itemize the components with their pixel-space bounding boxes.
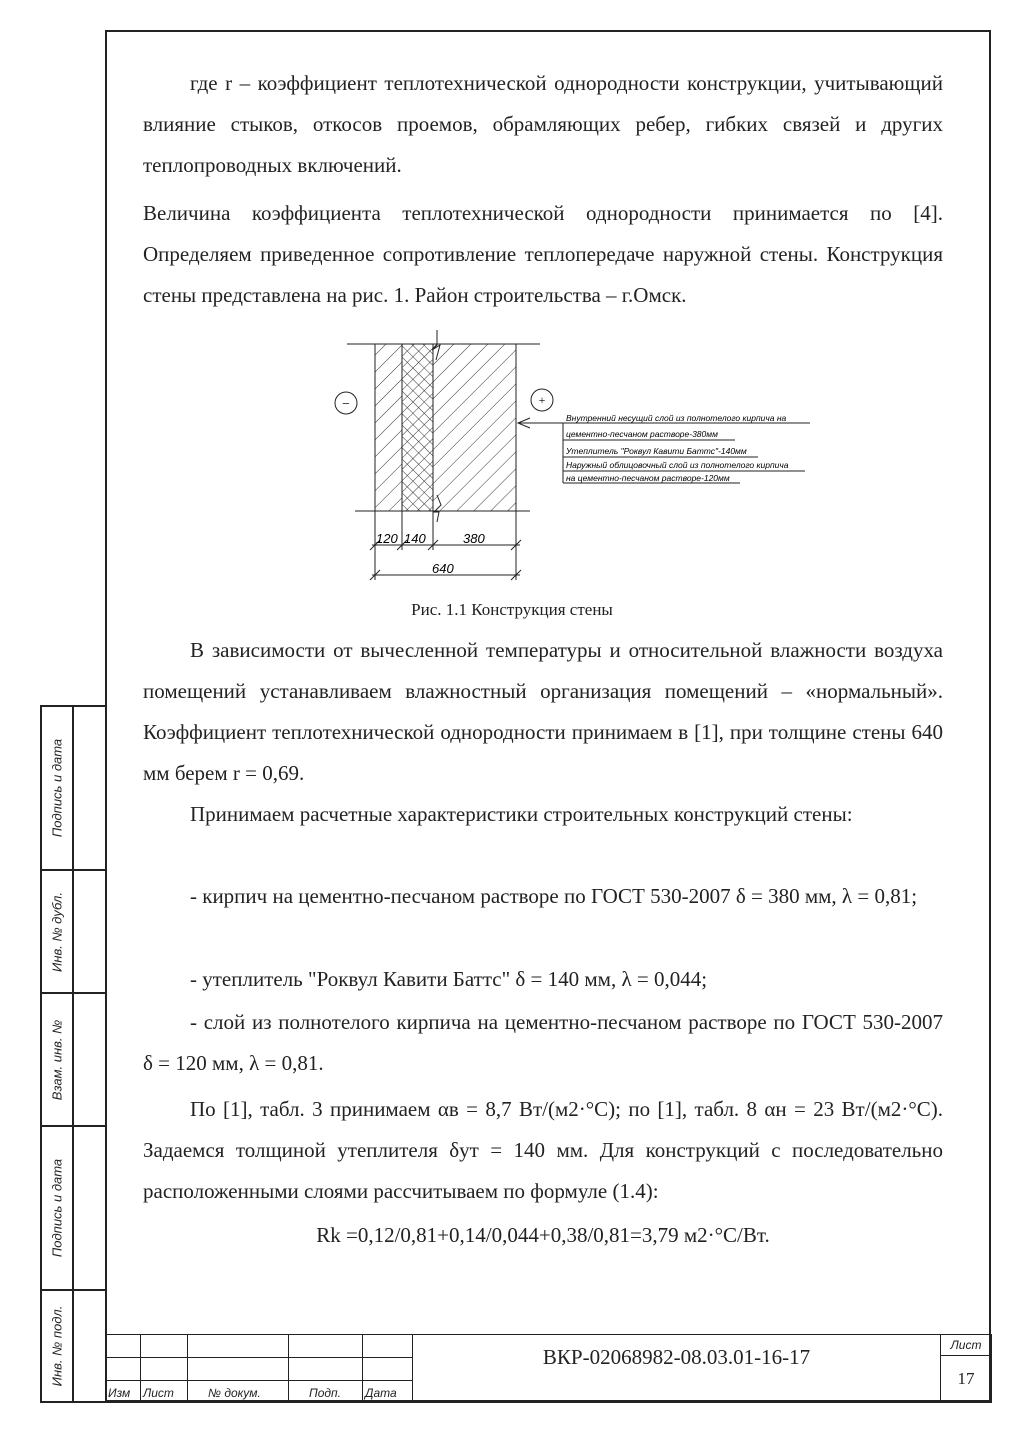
dim-120: 120 (376, 531, 398, 546)
header-doc-no: № докум. (187, 1380, 289, 1403)
side-stamp-label: Подпись и дата (49, 1158, 65, 1258)
sheet-label: Лист (940, 1334, 992, 1356)
dim-380: 380 (463, 531, 485, 546)
side-stamp-label: Подпись и дата (49, 738, 65, 838)
dim-140: 140 (404, 531, 426, 546)
paragraph-r-definition: где r – коэффициент теплотехнической однородности конструкции, учитывающий влияние стыков, откосов проемов, обрамляющих ребер, гибких связей и других теплопроводных включений. (143, 71, 943, 177)
sheet-number: 17 (940, 1355, 992, 1403)
legend-line: на цементно-песчаном растворе-120мм (566, 473, 730, 483)
side-stamp-signature-date (40, 705, 105, 871)
paragraph-characteristics: Принимаем расчетные характеристики строительных конструкций стены: (190, 802, 853, 826)
header-date: Дата (362, 1380, 413, 1403)
header-sheet: Лист (140, 1380, 188, 1403)
legend-line: цементно-песчаном растворе-380мм (566, 429, 718, 439)
document-code: ВКР-02068982-08.03.01-16-17 (412, 1334, 941, 1403)
side-stamp-label: Инв. № подл. (49, 1305, 65, 1387)
paragraph-intro: Величина коэффициента теплотехнической однородности принимается по [4]. Определяем приведенное сопротивление теплопередаче наружной стены. Конструкция стены представлена на рис. 1. Район строительства – г.Омск. (143, 201, 943, 307)
minus-sign: − (342, 397, 350, 412)
header-signature: Подп. (288, 1380, 363, 1403)
plus-sign: + (538, 393, 546, 407)
paragraph-humidity: В зависимости от вычесленной температуры и относительной влажности воздуха помещений устанавливаем влажностный организация помещений – «нормальный». Коэффициент теплотехнической однородности принимаем в [1], при толщине стены 640 мм берем r = 0,69. (143, 638, 943, 785)
legend-line: Наружный облицовочный слой из полнотелого кирпича (566, 460, 789, 470)
list-item-brick: - кирпич на цементно-песчаном растворе по ГОСТ 530-2007 δ = 380 мм, λ = 0,81; (190, 884, 918, 908)
title-block (105, 1334, 992, 1403)
paragraph-alpha: По [1], табл. 3 принимаем αв = 8,7 Вт/(м2·°С); по [1], табл. 8 αн = 23 Вт/(м2·°С). Задаемся толщиной утеплителя δут = 140 мм. Для конструкций с последовательно расположенными слоями рассчитываем по формуле (1.4): (143, 1097, 943, 1203)
side-stamp-dup-inv (40, 869, 105, 994)
side-stamp-replace-inv (40, 992, 105, 1127)
side-stamp-orig-inv (40, 1289, 105, 1403)
side-stamp-label: Взам. инв. № (49, 1019, 65, 1100)
side-stamp-label: Инв. № дубл. (49, 891, 65, 972)
legend-line: Внутренний несущий слой из полнотелого кирпича на (566, 413, 787, 423)
figure-caption: Рис. 1.1 Конструкция стены (411, 600, 613, 619)
list-item-insulation: - утеплитель "Роквул Кавити Баттс" δ = 140 мм, λ = 0,044; (190, 967, 708, 991)
header-change: Изм (105, 1380, 141, 1403)
list-item-facing: - слой из полнотелого кирпича на цементно-песчаном растворе по ГОСТ 530-2007 δ = 120 мм, λ = 0,81. (143, 1010, 943, 1075)
wall-construction-drawing (0, 0, 1024, 600)
legend-line: Утеплитель "Роквул Кавити Баттс"-140мм (566, 446, 747, 456)
side-stamp-signature-date-2 (40, 1125, 105, 1291)
formula-rk: Rk =0,12/0,81+0,14/0,044+0,38/0,81=3,79 м2·°С/Вт. (316, 1223, 770, 1247)
dim-640: 640 (432, 561, 454, 576)
